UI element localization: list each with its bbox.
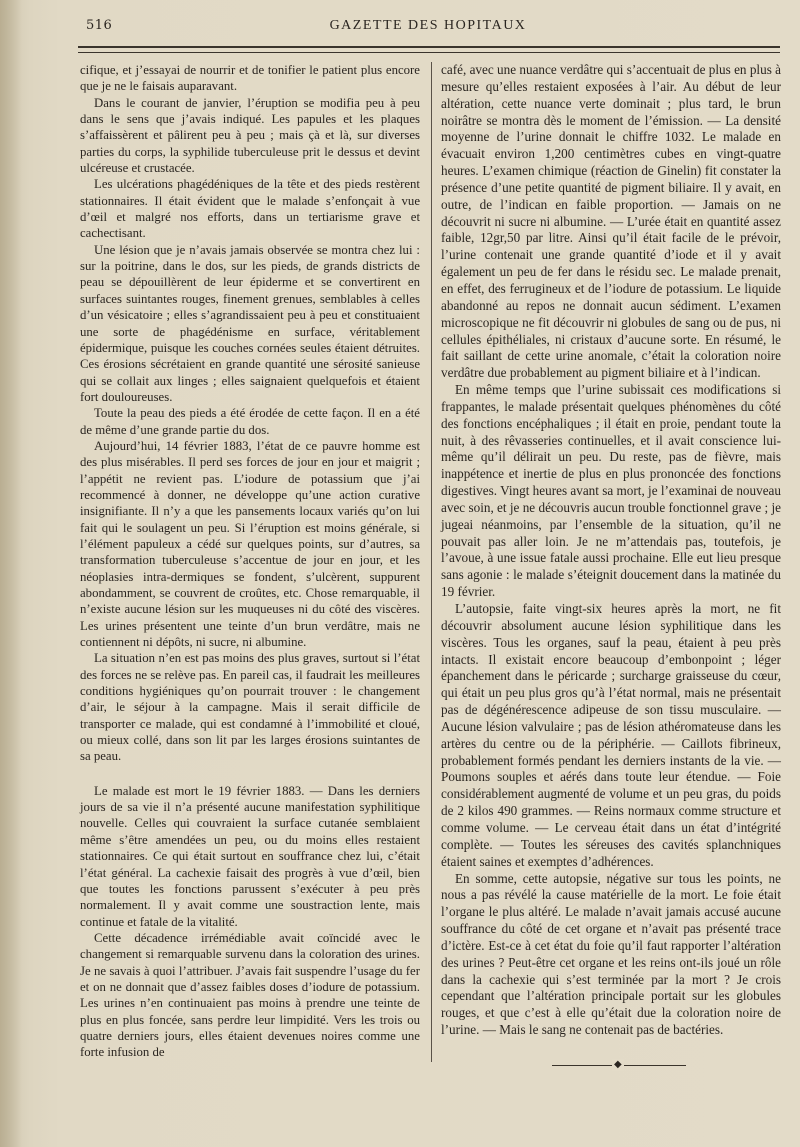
paragraph: Aujourd’hui, 14 février 1883, l’état de ce pauvre homme est des plus misérables. Il perd ses forces de jour en jour et maigrit ; l’appétit ne revient pas. L’iodure de potassium que j’ai recommencé à donner, ne développe qu’une action curative insignifiante. Il n’y a que les pansements locaux variés qu’on lui fait qui le soulagent un peu. Si l’éruption est moins générale, si l’élément papuleux a cédé sur quelques points, sur d’autres, sa transformation tuberculeuse s’accentue de jour en jour, et les néoplasies intra-dermiques se fondent, s’ulcèrent, suppurent abondamment, se couvrent de croûtes, etc. Chose remarquable, il n’existe aucune lésion sur les muqueuses ni du côté des viscères. Les urines présentent une teinte d’un brun verdâtre, mais ne contiennent ni dépôts, ni sucre, ni albumine. (80, 438, 420, 650)
paragraph: En somme, cette autopsie, négative sur tous les points, ne nous a pas révélé la cause matérielle de la mort. Le foie était l’organe le plus altéré. Le malade n’avait jamais accusé aucune souffrance du côté de cet organe et n’avait pas présenté trace d’ictère. Est-ce à cet état du foie qu’il faut rapporter l’altération des urines ? Peut-être cet organe et les reins ont-ils joué un rôle dans la cachexie qui s’est terminée par la mort ? Je crois cependant que l’altération principale portait sur les globules rouges, et que c’est à elle qu’était due la coloration noire de l’urine. — Mais le sang ne contenait pas de bactéries. (441, 870, 781, 1038)
right-column (441, 62, 781, 1039)
paragraph: café, avec une nuance verdâtre qui s’accentuait de plus en plus à mesure qu’elles restaient exposées à l’air. Au début de leur altération, cette nuance verte dominait ; plus tard, le brun noirâtre se montra dès le moment de l’émission. — La densité moyenne de l’urine donnait le chiffre 1032. Le malade en évacuait environ 1,200 centimètres cubes en vingt-quatre heures. L’examen chimique (réaction de Ginelin) fit constater la présence d’une petite quantité de pigment biliaire. Il y avait, en outre, de l’indican en faible proportion. — Jamais on ne découvrit ni sucre ni albumine. — L’urée était en quantité assez faible, 12gr,50 par litre. Ainsi qu’il était facile de le prévoir, l’urine contenait une grande quantité d’iode et il y avait également un peu de fer dans le résidu sec. Le malade prenait, en effet, des ferrugineux et de l’iodure de potassium. Le liquide abandonné au repos ne donnait aucun sédiment. L’examen microscopique ne fit découvrir ni globules de sang ou de pus, ni cellules épithéliales, ni cristaux d’aucune sorte. En résumé, le fait saillant de cette urine anomale, c’était la coloration noire verdâtre due probablement au pigment biliaire et à l’indican. (441, 62, 781, 381)
paragraph: cifique, et j’essayai de nourrir et de tonifier le patient plus encore que je ne le faisais auparavant. (80, 63, 420, 94)
paragraph: Les ulcérations phagédéniques de la tête et des pieds restèrent stationnaires. Il était évident que le malade s’enfonçait à vue d’œil et malgré nos efforts, dans un tertiarisme grave et cachectisant. (80, 177, 420, 241)
paragraph: Une lésion que je n’avais jamais observée se montra chez lui : sur la poitrine, dans le dos, sur les pieds, de grands districts de peau se dépouillèrent de leur épiderme et se convertirent en surfaces suintantes rouges, finement grenues, semblables à celles d’un vésicatoire ; elles s’agrandissaient peu à peu et constituaient une sorte de phagédénisme en surface, véritablement épidermique, puisque les couches cornées seules étaient détruites. Ces érosions sécrétaient en grande quantité une sérosité sanieuse qui se collait aux linges ; elles saignaient quelquefois et étaient fort douloureuses. (80, 242, 420, 404)
left-column (80, 62, 420, 1061)
page-number: 516 (86, 18, 113, 33)
paragraph: Dans le courant de janvier, l’éruption se modifia peu à peu dans le sens que j’avais indiqué. Les papules et les plaques s’affaissèrent et pâlirent peu à peu ; mais çà et là, sur diverses parties du corps, la syphilide tuberculeuse prit le dessus et devint ulcéreuse et crustacée. (80, 95, 420, 176)
column-divider (431, 62, 432, 1062)
header-rule-thick (78, 46, 780, 48)
journal-title: GAZETTE DES HOPITAUX (329, 18, 527, 33)
diamond-ornament-icon: ◆ (614, 1059, 622, 1070)
paragraph: Le malade est mort le 19 février 1883. — Dans les derniers jours de sa vie il n’a présenté aucune manifestation syphilitique nouvelle. Celles qui couvraient la surface cutanée semblaient même s’être amendées un peu, ou du moins elles restaient stationnaires. Ce qui était surtout en souffrance chez lui, c’était l’état général. La cachexie faisait des progrès à vue d’œil, bien que toutes les fonctions parussent s’exécuter à peu près normalement. Il y avait comme une soustraction lente, mais continue et fatale de la vitalité. (80, 783, 420, 929)
page-edge-shadow (0, 0, 22, 1147)
paragraph: Toute la peau des pieds a été érodée de cette façon. Il en a été de même d’une grande partie du dos. (80, 406, 420, 437)
paragraph: L’autopsie, faite vingt-six heures après la mort, ne fit découvrir absolument aucune lésion syphilitique dans les viscères. Tous les organes, sauf la peau, étaient à peu près intacts. Il existait encore beaucoup d’embonpoint ; léger épanchement dans le péricarde ; surcharge graisseuse du cœur, qui était un peu plus gros qu’à l’état normal, mais ne présentait pas de dégénérescence adipeuse de son tissu musculaire. — Aucune lésion valvulaire ; pas de lésion athéromateuse dans les artères du centre ou de la périphérie. — Caillots fibrineux, probablement formés pendant les derniers instants de la vie. — Poumons souples et aérés dans toute leur étendue. — Foie considérablement augmenté de volume et un peu gras, du poids de 2 kilos 490 grammes. — Reins normaux comme structure et comme volume. — Le cerveau était dans un état d’intégrité complète. — Toutes les séreuses des cavités splanchniques étaient saines et exemptes d’adhérences. (441, 601, 781, 869)
paragraph: En même temps que l’urine subissait ces modifications si frappantes, le malade présentait quelques phénomènes du côté des fonctions encéphaliques ; il était en proie, pendant toute la nuit, à des rêvasseries continuelles, et il avait conscience lui-même qu’il délirait un peu. Du reste, pas de fièvre, mais inappétence et inertie de plus en plus prononcée des fonctions digestives. Vingt heures avant sa mort, je l’examinai de nouveau avec soin, et je ne découvris aucun trouble fonctionnel grave ; je jugeai néanmoins, par l’ensemble de la situation, qu’il ne pouvait pas aller loin. Je ne m’attendais pas, toutefois, je l’avoue, à une issue fatale aussi prochaine. Elle eut lieu presque sans agonie : le malade s’éteignit doucement dans la matinée du 19 février. (441, 382, 781, 600)
header-rule-thin (78, 52, 780, 53)
page-header (72, 18, 784, 40)
paragraph: Cette décadence irrémédiable avait coïncidé avec le changement si remarquable survenu dans la coloration des urines. Je ne savais à quoi l’attribuer. J’avais fait suspendre l’usage du fer et on ne donnait que d’assez faibles doses d’iodure de potassium. Les urines n’en continuaient pas moins à prendre une teinte de plus en plus foncée, sans perdre leur limpidité. Vers les trois ou quatre derniers jours, elles étaient devenues noires comme une forte infusion de (80, 930, 420, 1060)
paragraph: La situation n’en est pas moins des plus graves, surtout si l’état des forces ne se relève pas. En pareil cas, il faudrait les meilleures conditions hygiéniques qu’on pourrait trouver : le changement d’air, le séjour à la campagne. Mais il serait difficile de transporter ce malade, qui est condamné à l’immobilité et cloué, ou mieux collé, dans son lit par les larges érosions suintantes de sa peau. (80, 651, 420, 764)
